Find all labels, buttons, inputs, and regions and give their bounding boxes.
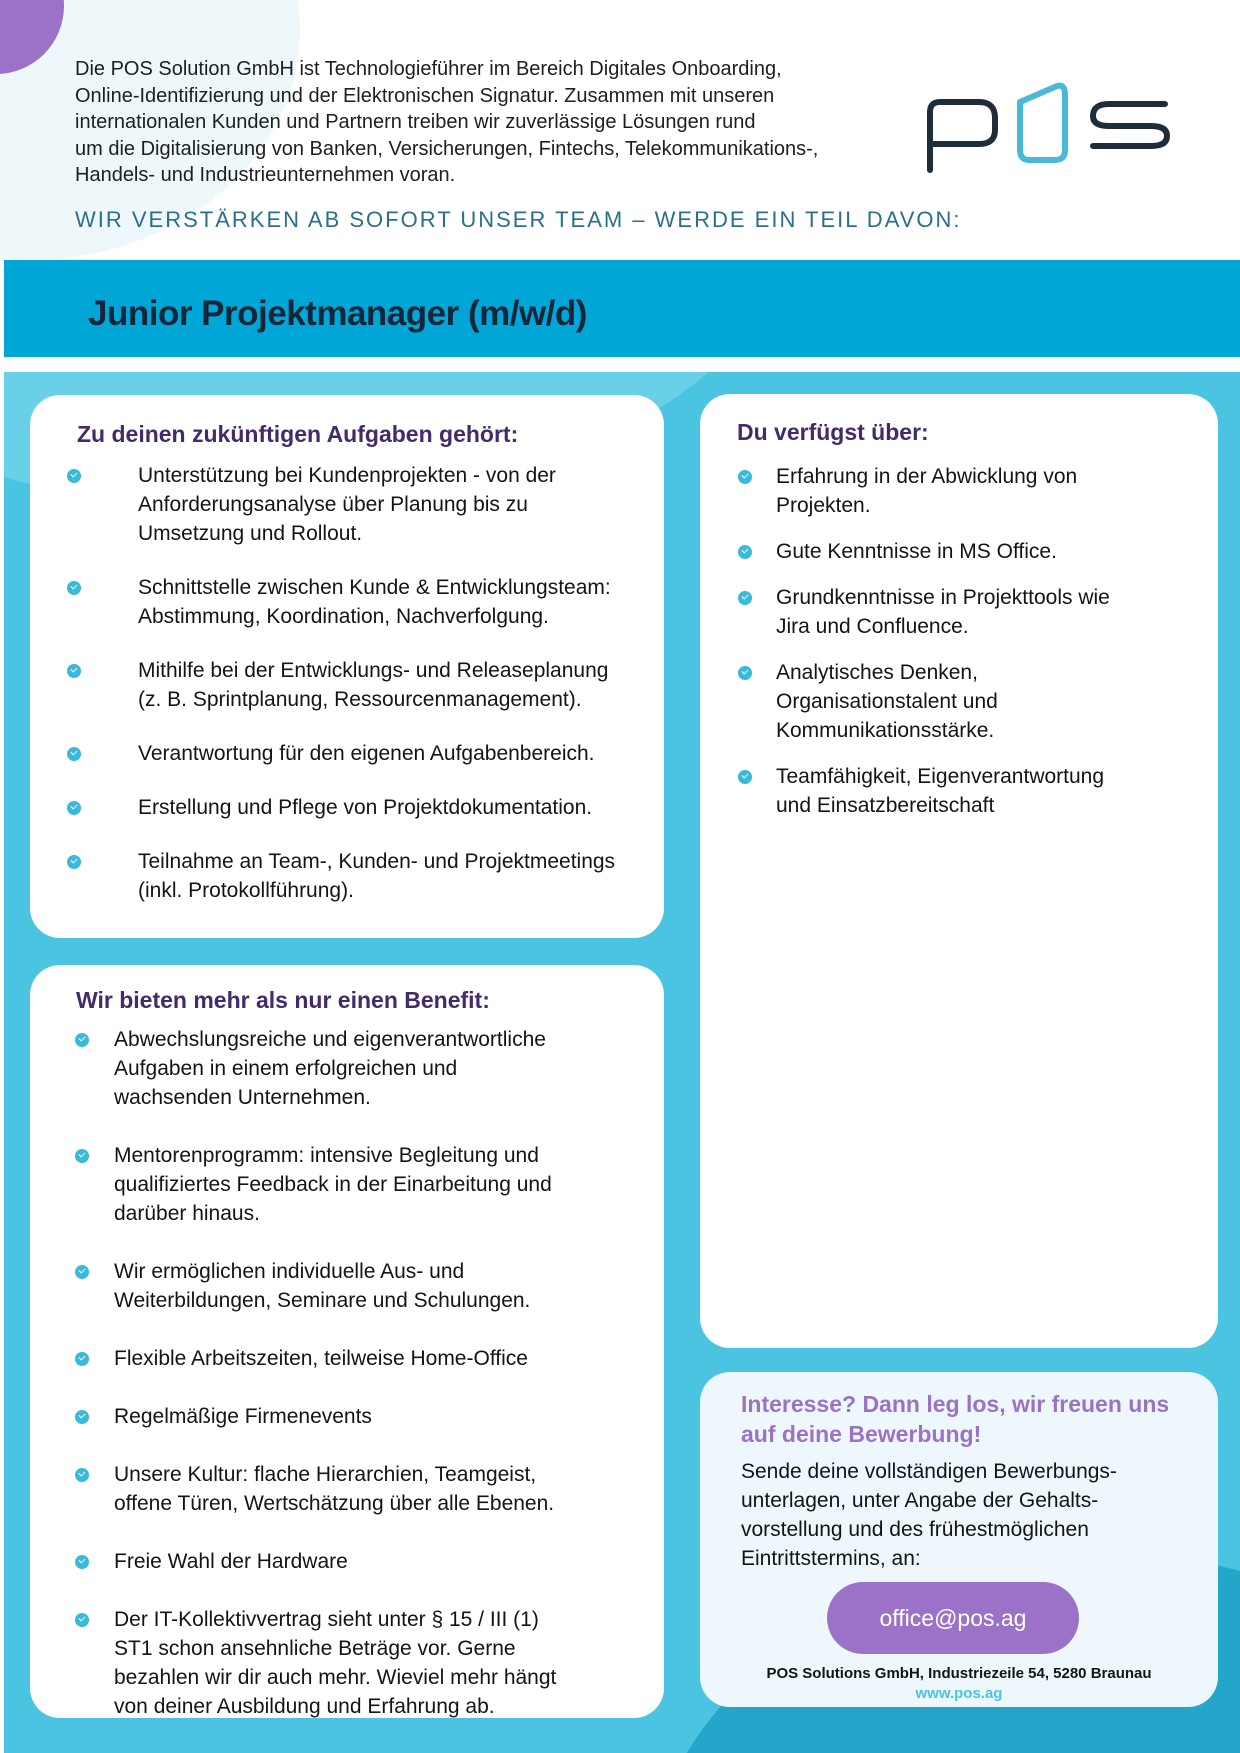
email-button[interactable]: office@pos.ag [827, 1582, 1079, 1654]
check-circle-icon [67, 855, 81, 869]
list-item-text: Mentorenprogramm: intensive Begleitung und qualifiziertes Feedback in der Einarbeitung und darüber hinaus. [114, 1144, 552, 1225]
list-item-text: Regelmäßige Firmenevents [114, 1405, 372, 1428]
check-circle-icon [738, 591, 752, 605]
list-item [67, 739, 657, 768]
apply-heading: Interesse? Dann leg los, wir freuen uns auf deine Bewerbung! [741, 1391, 1170, 1447]
intro-line: Handels- und Industrieunternehmen voran. [75, 164, 456, 186]
check-circle-icon [75, 1555, 89, 1569]
job-title-band [4, 260, 1240, 357]
tasks-heading: Zu deinen zukünftigen Aufgaben gehört: [77, 421, 519, 447]
intro-line: Die POS Solution GmbH ist Technologieführer im Bereich Digitales Onboarding, [75, 58, 782, 80]
check-circle-icon [67, 747, 81, 761]
list-item-text: Unsere Kultur: flache Hierarchien, Teamgeist, offene Türen, Wertschätzung über alle Ebenen. [114, 1463, 555, 1515]
check-circle-icon [75, 1613, 89, 1627]
check-circle-icon [738, 470, 752, 484]
intro-line: internationalen Kunden und Partnern treiben wir zuverlässige Lösungen rund [75, 111, 756, 133]
list-item-text: Teamfähigkeit, Eigenverantwortung und Einsatzbereitschaft [776, 765, 1105, 817]
list-item [75, 1460, 645, 1518]
tasks-list [67, 461, 657, 930]
list-item-text: Abwechslungsreiche und eigenverantwortliche Aufgaben in einem erfolgreichen und wachsenden Unternehmen. [114, 1028, 546, 1109]
list-item-text: Der IT-Kollektivvertrag sieht unter § 15 / III (1) ST1 schon ansehnliche Beträge vor. Gerne bezahlen wir dir auch mehr. Wieviel mehr hängt von deiner Ausbildung und Erfahrung ab. [114, 1608, 557, 1718]
check-circle-icon [75, 1265, 89, 1279]
skills-heading: Du verfügst über: [737, 419, 929, 445]
hiring-tagline: WIR VERSTÄRKEN AB SOFORT UNSER TEAM – WERDE EIN TEIL DAVON: [75, 207, 962, 232]
skills-list [738, 462, 1198, 837]
check-circle-icon [75, 1149, 89, 1163]
list-item-text: Teilnahme an Team-, Kunden- und Projektmeetings (inkl. Protokollführung). [138, 850, 616, 902]
check-circle-icon [738, 770, 752, 784]
list-item-text: Erstellung und Pflege von Projektdokumentation. [138, 796, 593, 819]
list-item-text: Schnittstelle zwischen Kunde & Entwicklungsteam: Abstimmung, Koordination, Nachverfolgung. [138, 576, 611, 628]
intro-line: um die Digitalisierung von Banken, Versicherungen, Fintechs, Telekommunikations-, [75, 137, 819, 160]
skills-card [700, 394, 1218, 1348]
apply-instructions: Sende deine vollständigen Bewerbungs- unterlagen, unter Angabe der Gehalts- vorstellung und des frühestmöglichen Eintrittstermins, an: [741, 1460, 1117, 1570]
list-item [67, 656, 657, 714]
list-item [738, 537, 1198, 566]
list-item [738, 583, 1198, 641]
benefits-list [75, 1025, 645, 1750]
intro-line: Online-Identifizierung und der Elektronischen Signatur. Zusammen mit unseren [75, 84, 775, 107]
list-item-text: Gute Kenntnisse in MS Office. [776, 540, 1057, 563]
list-item [75, 1344, 645, 1373]
check-circle-icon [75, 1468, 89, 1482]
tasks-card [30, 395, 664, 938]
company-intro [75, 56, 875, 189]
apply-card [700, 1372, 1218, 1707]
list-item-text: Erfahrung in der Abwicklung von Projekten. [776, 465, 1078, 517]
list-item [75, 1547, 645, 1576]
list-item [67, 847, 657, 905]
list-item [75, 1402, 645, 1431]
check-circle-icon [67, 469, 81, 483]
website-link[interactable]: www.pos.ag [915, 1685, 1003, 1702]
benefits-card [30, 965, 664, 1718]
check-circle-icon [67, 801, 81, 815]
list-item [75, 1257, 645, 1315]
list-item-text: Unterstützung bei Kundenprojekten ‐ von der Anforderungsanalyse über Planung bis zu Umsetzung und Rollout. [138, 464, 556, 545]
list-item-text: Mithilfe bei der Entwicklungs- und Releaseplanung (z. B. Sprintplanung, Ressourcenmanagement). [138, 659, 609, 711]
list-item-text: Flexible Arbeitszeiten, teilweise Home-Office [114, 1347, 528, 1370]
benefits-heading: Wir bieten mehr als nur einen Benefit: [76, 987, 490, 1013]
company-address: POS Solutions GmbH, Industriezeile 54, 5280 Braunau [766, 1665, 1152, 1682]
list-item-text: Grundkenntnisse in Projekttools wie Jira und Confluence. [776, 586, 1110, 638]
check-circle-icon [67, 664, 81, 678]
list-item [67, 793, 657, 822]
list-item [75, 1141, 645, 1228]
pos-logo [925, 80, 1177, 180]
job-title: Junior Projektmanager (m/w/d) [88, 294, 587, 333]
check-circle-icon [738, 545, 752, 559]
list-item-text: Freie Wahl der Hardware [114, 1550, 348, 1573]
check-circle-icon [75, 1410, 89, 1424]
list-item [75, 1025, 645, 1112]
check-circle-icon [67, 581, 81, 595]
list-item [738, 762, 1198, 820]
list-item [75, 1605, 645, 1721]
list-item [67, 573, 657, 631]
check-circle-icon [738, 666, 752, 680]
list-item-text: Analytisches Denken, Organisationstalent und Kommunikationsstärke. [776, 661, 998, 742]
check-circle-icon [75, 1352, 89, 1366]
list-item-text: Wir ermöglichen individuelle Aus- und Weiterbildungen, Seminare und Schulungen. [114, 1260, 531, 1312]
list-item [738, 658, 1198, 745]
list-item [738, 462, 1198, 520]
list-item-text: Verantwortung für den eigenen Aufgabenbereich. [138, 742, 595, 765]
check-circle-icon [75, 1033, 89, 1047]
list-item [67, 461, 657, 548]
